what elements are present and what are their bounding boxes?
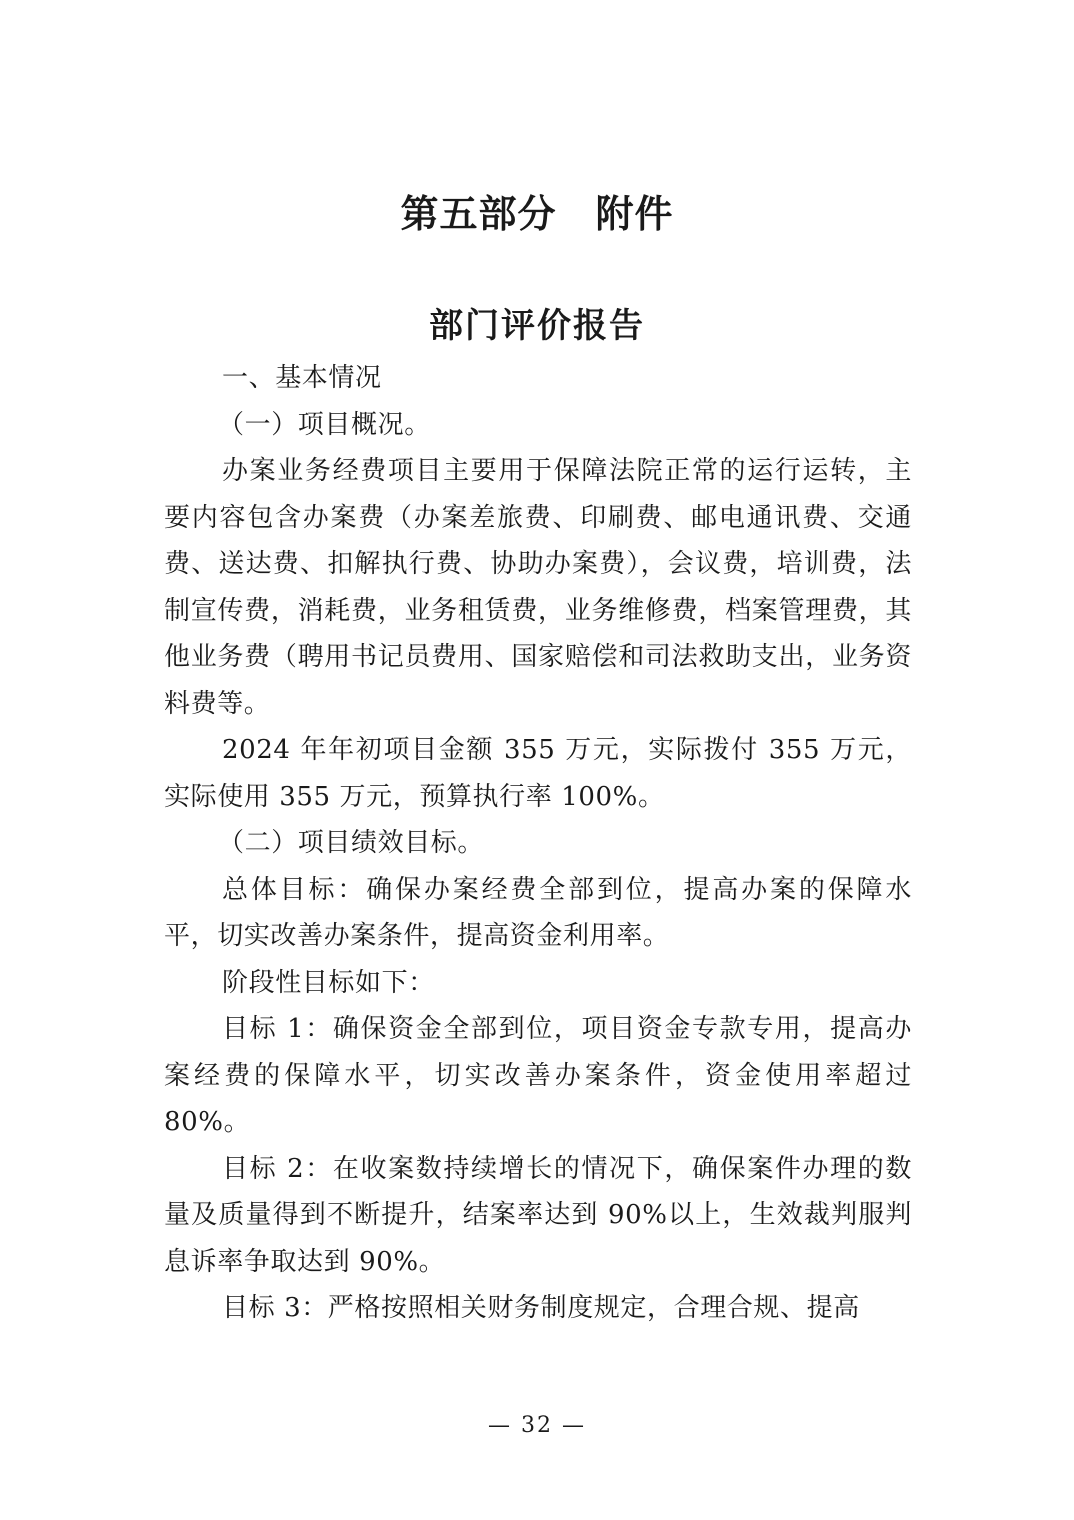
document-body (164, 355, 912, 1332)
subsection-heading-overview: （一）项目概况。 (218, 409, 431, 440)
paragraph-goal-1: 目标 1：确保资金全部到位，项目资金专款专用，提高办案经费的保障水平，切实改善办案条件，资金使用率超过 80%。 (164, 1014, 912, 1137)
part-title: 第五部分 附件 (400, 191, 674, 236)
paragraph-stage-goal-intro: 阶段性目标如下： (222, 967, 435, 998)
paragraph-overall-goal: 总体目标：确保办案经费全部到位，提高办案的保障水平，切实改善办案条件，提高资金利用率。 (164, 874, 912, 951)
subsection-heading-performance-goals: （二）项目绩效目标。 (218, 828, 485, 858)
section-heading-basic-info: 一、基本情况 (222, 363, 382, 393)
paragraph-budget-execution: 2024 年年初项目金额 355 万元，实际拨付 355 万元，实际使用 355 万元，预算执行率 100%。 (164, 735, 912, 812)
report-title: 部门评价报告 (429, 306, 645, 346)
page-number: — 32 — (488, 1413, 586, 1438)
paragraph-project-description: 办案业务经费项目主要用于保障法院正常的运行运转，主要内容包含办案费（办案差旅费、印刷费、邮电通讯费、交通费、送达费、扣解执行费、协助办案费），会议费，培训费，法制宣传费，消耗费，业务租赁费，业务维修费，档案管理费，其他业务费（聘用书记员费用、国家赔偿和司法救助支出，业务资料费等。 (164, 456, 912, 719)
paragraph-goal-3: 目标 3：严格按照相关财务制度规定，合理合规、提高 (222, 1293, 860, 1323)
paragraph-goal-2: 目标 2：在收案数持续增长的情况下，确保案件办理的数量及质量得到不断提升，结案率达到 90%以上，生效裁判服判息诉率争取达到 90%。 (164, 1153, 912, 1277)
